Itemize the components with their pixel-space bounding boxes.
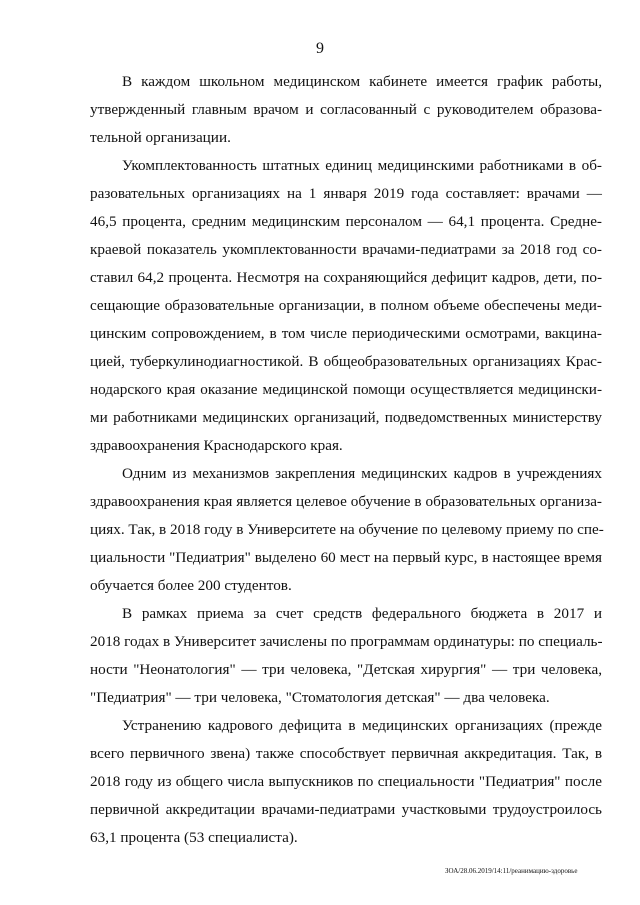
- paragraph-1-line-2: утвержденный главным врачом и согласованный с руководителем образова-: [90, 101, 602, 118]
- paragraph-5-line-5: 63,1 процента (53 специалиста).: [90, 829, 298, 846]
- paragraph-3-line-3: циях. Так, в 2018 году в Университете на обучение по целевому приему по спе-: [90, 521, 604, 538]
- paragraph-4-line-1: В рамках приема за счет средств федерального бюджета в 2017 и: [122, 605, 602, 622]
- paragraph-5-line-3: 2018 году из общего числа выпускников по специальности "Педиатрия" после: [90, 773, 602, 790]
- paragraph-2-line-4: краевой показатель укомплектованности врачами-педиатрами за 2018 год со-: [90, 241, 602, 258]
- paragraph-3-line-4: циальности "Педиатрия" выделено 60 мест на первый курс, в настоящее время: [90, 549, 602, 566]
- paragraph-1-line-3: тельной организации.: [90, 129, 231, 146]
- paragraph-4-line-4: "Педиатрия" — три человека, "Стоматология детская" — два человека.: [90, 689, 550, 706]
- paragraph-5-line-1: Устранению кадрового дефицита в медицинских организациях (прежде: [122, 717, 602, 734]
- page-number: 9: [316, 40, 324, 57]
- paragraph-2-line-1: Укомплектованность штатных единиц медицинскими работниками в об-: [122, 157, 602, 174]
- paragraph-3-line-5: обучается более 200 студентов.: [90, 577, 292, 594]
- paragraph-5-line-2: всего первичного звена) также способствует первичная аккредитация. Так, в: [90, 745, 602, 762]
- paragraph-2-line-8: цией, туберкулинодиагностикой. В общеобразовательных организациях Крас-: [90, 353, 602, 370]
- paragraph-3-line-1: Одним из механизмов закрепления медицинских кадров в учреждениях: [122, 465, 602, 482]
- paragraph-4-line-3: ности "Неонатология" — три человека, "Детская хирургия" — три человека,: [90, 661, 602, 678]
- footer-stamp: ЗОА/28.06.2019/14:11/реанимацию-здоровье: [445, 867, 578, 875]
- paragraph-3-line-2: здравоохранения края является целевое обучение в образовательных организа-: [90, 493, 602, 510]
- paragraph-2-line-2: разовательных организациях на 1 января 2019 года составляет: врачами —: [90, 185, 602, 202]
- paragraph-2-line-10: ми работниками медицинских организаций, подведомственных министерству: [90, 409, 602, 426]
- paragraph-2-line-3: 46,5 процента, средним медицинским персоналом — 64,1 процента. Средне-: [90, 213, 602, 230]
- paragraph-5-line-4: первичной аккредитации врачами-педиатрами участковыми трудоустроилось: [90, 801, 602, 818]
- paragraph-4-line-2: 2018 годах в Университет зачислены по программам ординатуры: по специаль-: [90, 633, 603, 650]
- paragraph-2-line-6: сещающие образовательные организации, в полном объеме обеспечены меди-: [90, 297, 602, 314]
- paragraph-2-line-11: здравоохранения Краснодарского края.: [90, 437, 343, 454]
- paragraph-2-line-7: цинским сопровождением, в том числе периодическими осмотрами, вакцина-: [90, 325, 602, 342]
- paragraph-2-line-9: нодарского края оказание медицинской помощи осуществляется медицински-: [90, 381, 602, 398]
- paragraph-1-line-1: В каждом школьном медицинском кабинете имеется график работы,: [122, 73, 602, 90]
- paragraph-2-line-5: ставил 64,2 процента. Несмотря на сохраняющийся дефицит кадров, дети, по-: [90, 269, 602, 286]
